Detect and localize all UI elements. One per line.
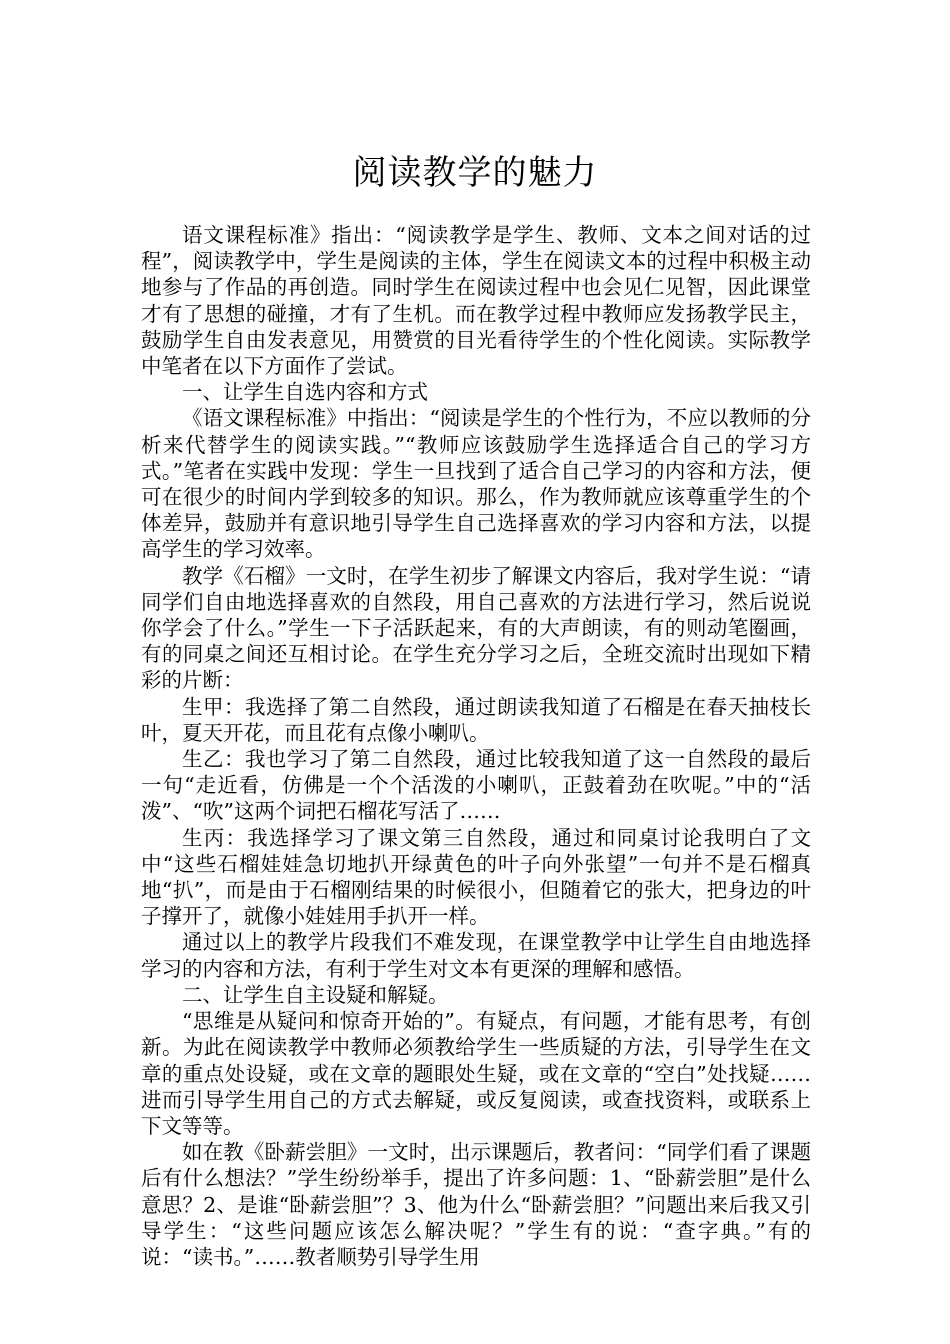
paragraph: “思维是从疑问和惊奇开始的”。有疑点，有问题，才能有思考，有创新。为此在阅读教学中教师必须教给学生一些质疑的方法，引导学生在文章的重点处设疑，或在文章的题眼处生疑，或在文章的“空白”处找疑……进而引导学生用自己的方式去解疑，或反复阅读，或查找资料，或联系上下文等等。 — [141, 1009, 811, 1138]
paragraph: 生乙：我也学习了第二自然段，通过比较我知道了这一自然段的最后一句“走近看，仿佛是一个个活泼的小喇叭，正鼓着劲在吹呢。”中的“活泼”、“吹”这两个词把石榴花写活了…… — [141, 747, 811, 824]
paragraph: 通过以上的教学片段我们不难发现，在课堂教学中让学生自由地选择学习的内容和方法，有利于学生对文本有更深的理解和感悟。 — [141, 930, 811, 981]
paragraph: 教学《石榴》一文时，在学生初步了解课文内容后，我对学生说：“请同学们自由地选择喜欢的自然段，用自己喜欢的方法进行学习，然后说说你学会了什么。”学生一下子活跃起来，有的大声朗读，有的则动笔圈画，有的同桌之间还互相讨论。在学生充分学习之后，全班交流时出现如下精彩的片断： — [141, 563, 811, 693]
section-heading: 一、让学生自选内容和方式 — [182, 380, 428, 405]
paragraph: 语文课程标准》指出：“阅读教学是学生、教师、文本之间对话的过程”，阅读教学中，学生是阅读的主体，学生在阅读文本的过程中积极主动地参与了作品的再创造。同时学生在阅读过程中也会见仁见智，因此课堂才有了思想的碰撞，才有了生机。而在教学过程中教师应发扬教学民主，鼓励学生自由发表意见，用赞赏的目光看待学生的个性化阅读。实际教学中笔者在以下方面作了尝试。 — [141, 223, 811, 379]
section-heading: 二、让学生自主设疑和解疑。 — [182, 982, 449, 1007]
paragraph: 生甲：我选择了第二自然段，通过朗读我知道了石榴是在春天抽枝长叶，夏天开花，而且花有点像小喇叭。 — [141, 694, 811, 745]
document-body — [141, 222, 811, 1270]
paragraph: 《语文课程标准》中指出：“阅读是学生的个性行为，不应以教师的分析来代替学生的阅读实践。”“教师应该鼓励学生选择适合自己的学习方式。”笔者在实践中发现：学生一旦找到了适合自己学习的内容和方法，便可在很少的时间内学到较多的知识。那么，作为教师就应该尊重学生的个体差异，鼓励并有意识地引导学生自己选择喜欢的学习内容和方法，以提高学生的学习效率。 — [141, 406, 811, 562]
paragraph: 生丙：我选择学习了课文第三自然段，通过和同桌讨论我明白了文中“这些石榴娃娃急切地扒开绿黄色的叶子向外张望”一句并不是石榴真地“扒”，而是由于石榴刚结果的时候很小，但随着它的张大，把身边的叶子撑开了，就像小娃娃用手扒开一样。 — [141, 825, 811, 929]
document-title: 阅读教学的魅力 — [352, 153, 598, 193]
paragraph: 如在教《卧薪尝胆》一文时，出示课题后，教者问：“同学们看了课题后有什么想法？”学生纷纷举手，提出了许多问题：1、“卧薪尝胆”是什么意思？2、是谁“卧薪尝胆”？3、他为什么“卧薪尝胆？”问题出来后我又引导学生：“这些问题应该怎么解决呢？”学生有的说：“查字典。”有的说：“读书。”……教者顺势引导学生用 — [141, 1140, 811, 1269]
